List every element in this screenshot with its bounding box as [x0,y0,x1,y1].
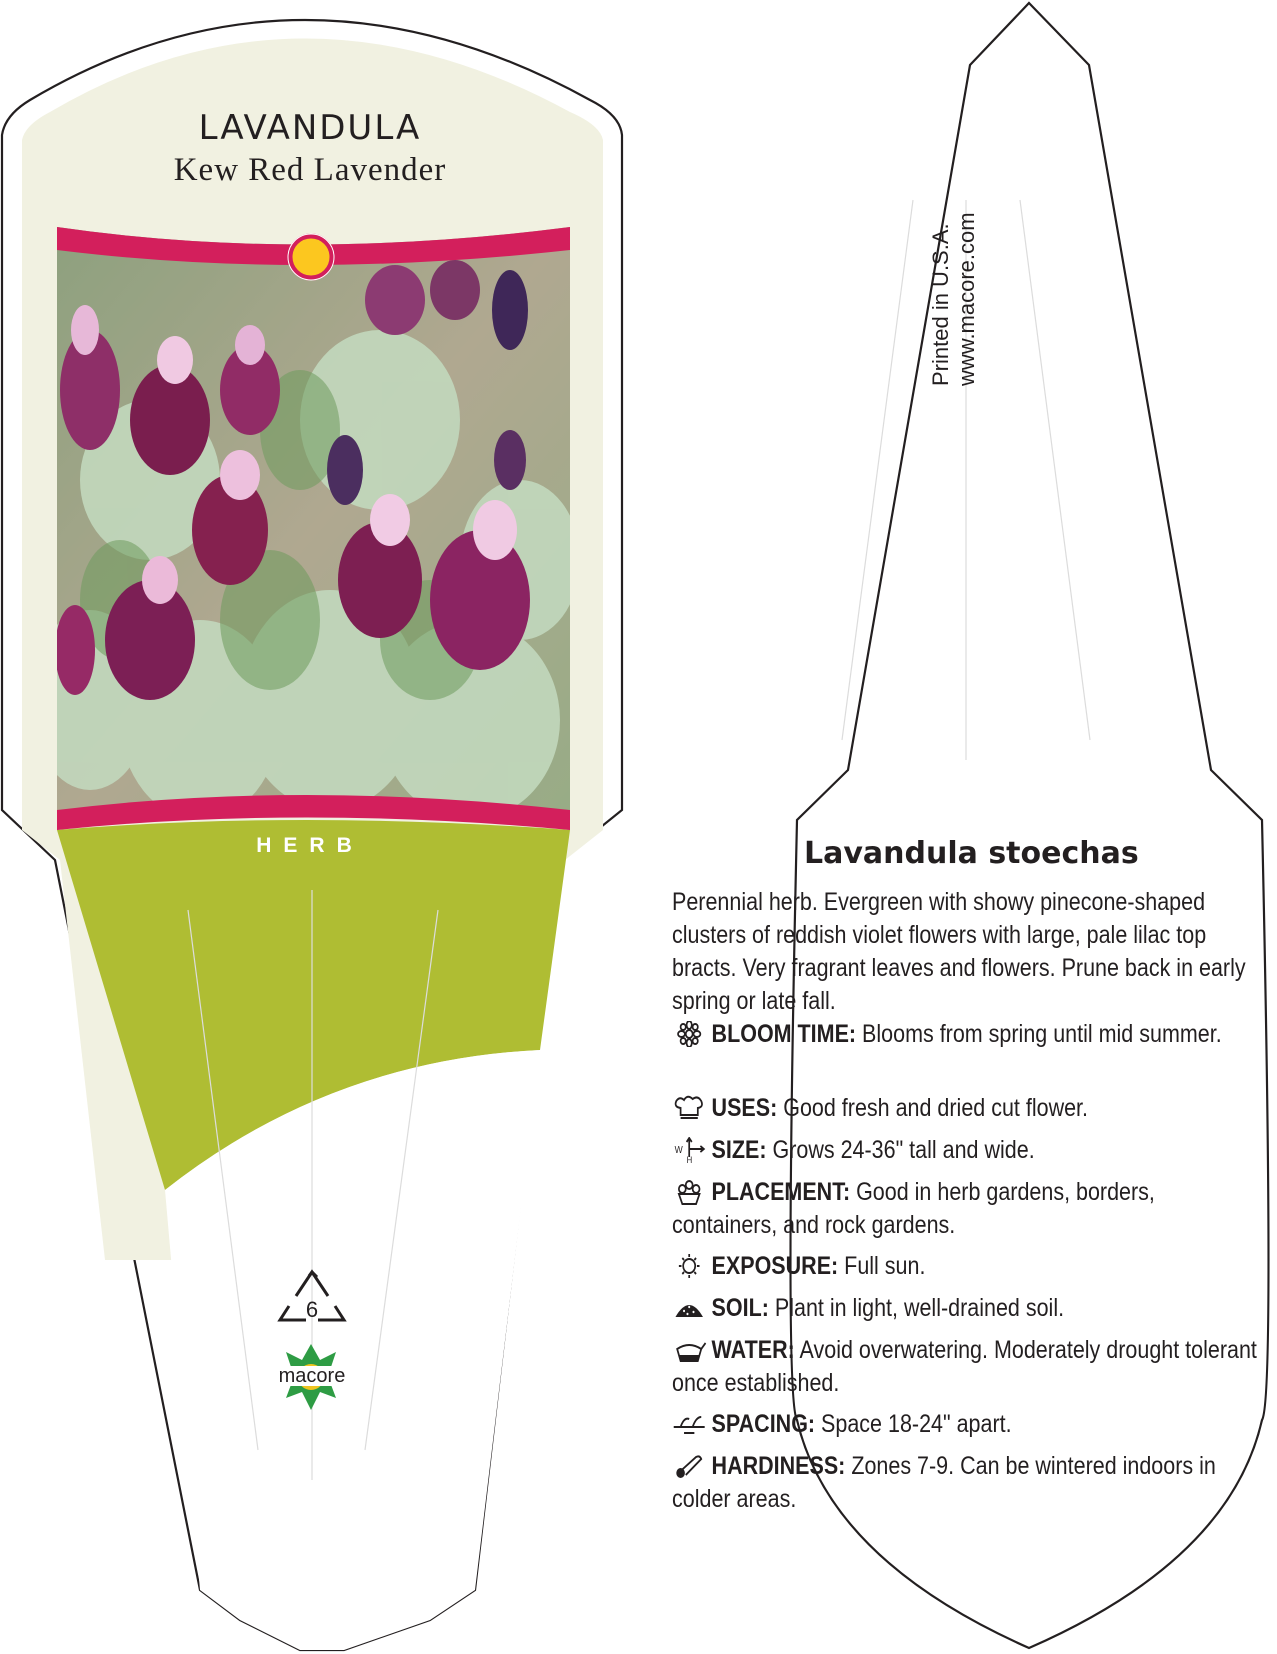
print-info [928,200,990,400]
sun-exposure-dot [290,236,332,278]
plant-category: HERB [256,834,364,857]
spacing-row: SPACING: Space 18-24" apart. [672,1408,1265,1441]
bloom-time-row: BLOOM TIME: Blooms from spring until mid summer. [672,1018,1265,1051]
hardiness-row: HARDINESS: Zones 7-9. Can be wintered indoors in colder areas. [672,1452,1216,1513]
uses-row: USES: Good fresh and dried cut flower. [672,1092,1265,1125]
size-row: W H SIZE: Grows 24-36" tall and wide. [672,1134,1265,1167]
water-row: WATER: Avoid overwatering. Moderately drought tolerant once established. [672,1336,1257,1397]
soil-icon [672,1295,706,1321]
sun-icon [672,1253,706,1279]
botanical-name: Lavandula stoechas [804,836,1139,871]
printed-in: Printed in U.S.A. [928,223,953,386]
common-name: Kew Red Lavender [173,152,447,188]
spacing-icon [672,1411,706,1437]
chef-hat-icon [672,1095,706,1121]
genus-name: LAVANDULA [198,108,422,148]
brand-name: macore [264,1366,360,1386]
exposure-row: EXPOSURE: Full sun. [672,1250,1265,1283]
svg-text:W: W [674,1144,683,1156]
thermometer-icon [672,1453,706,1479]
back-tag-outline [791,3,1269,1648]
soil-row: SOIL: Plant in light, well-drained soil. [672,1292,1265,1325]
lavender-photo [30,227,580,830]
flower-pot-icon [672,1179,706,1205]
recycle-number: 6 [305,1297,319,1322]
placement-row: PLACEMENT: Good in herb gardens, borders, containers, and rock gardens. [672,1178,1155,1239]
flower-icon [672,1021,706,1047]
plant-description: Perennial herb. Evergreen with showy pinecone-shaped clusters of reddish violet flowers with large, pale lilac top bracts. Very fragrant leaves and flowers. Prune back in early spring or late fall. [672,888,1246,1015]
website: www.macore.com [954,212,979,386]
svg-text:H: H [686,1154,693,1163]
watering-can-icon [672,1337,706,1363]
size-arrows-icon [672,1137,706,1163]
